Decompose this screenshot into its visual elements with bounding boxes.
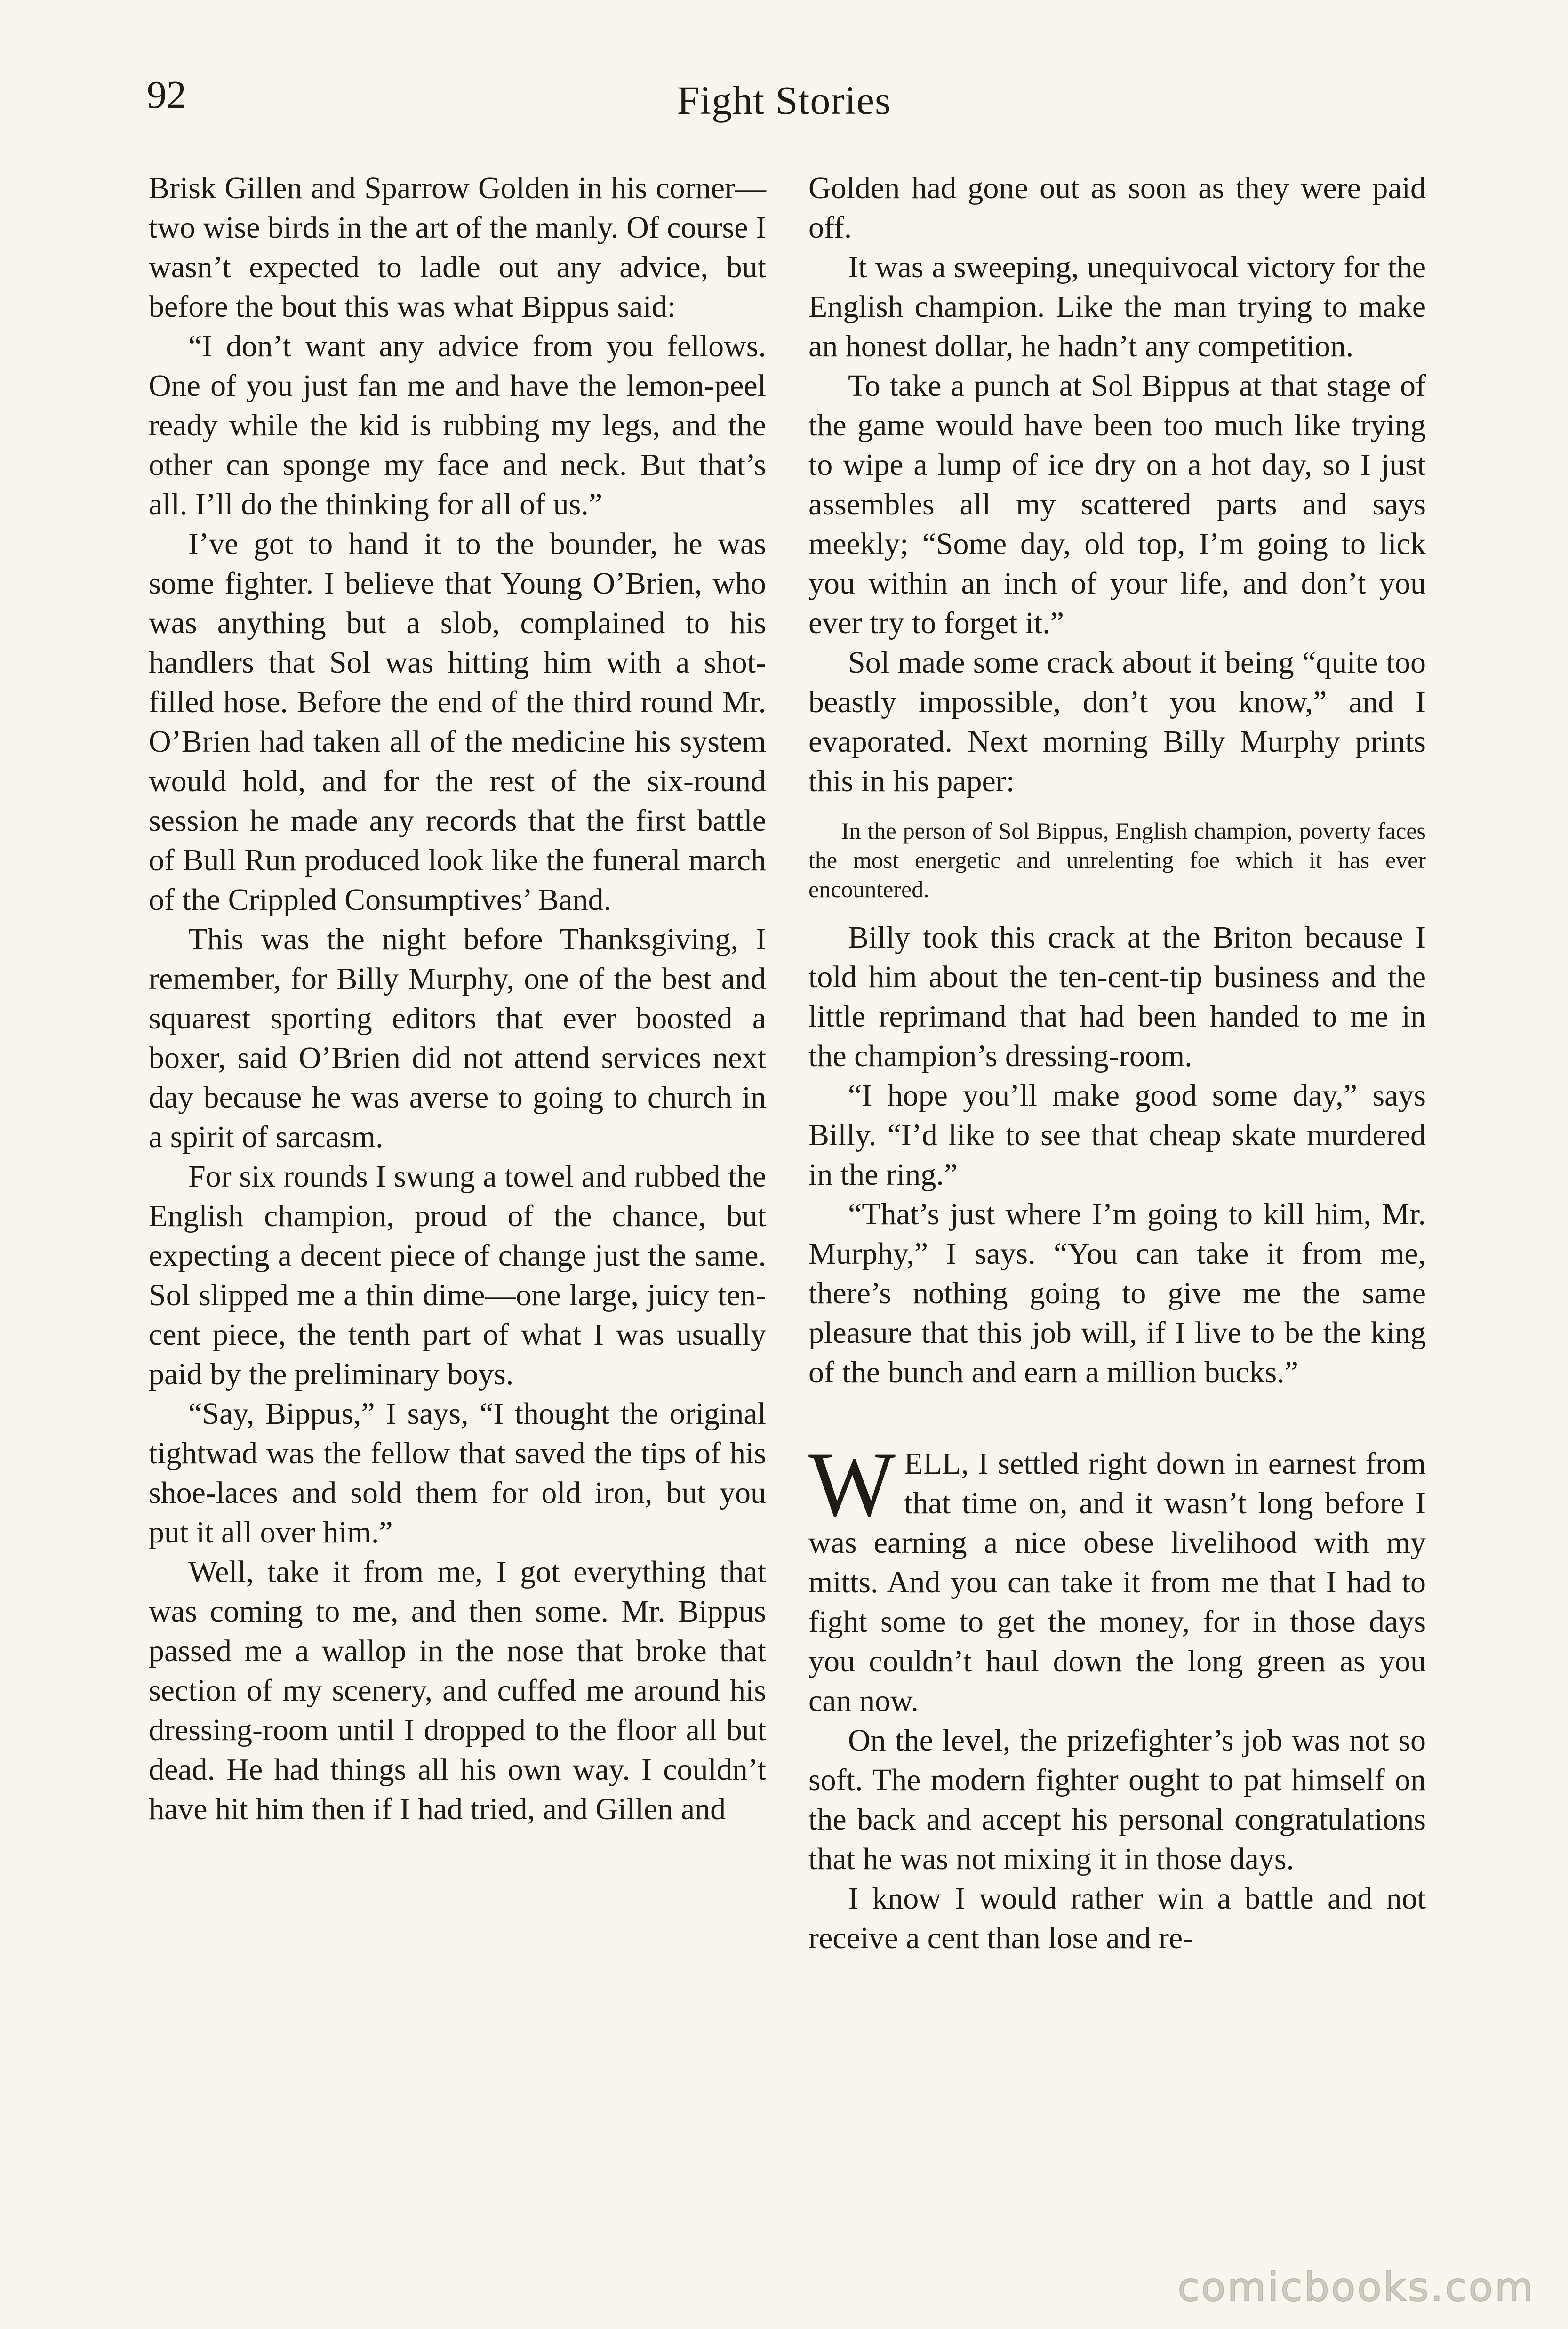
- paragraph: To take a punch at Sol Bippus at that stage of the game would have been too much like trying to wipe a lump of ice dry on a hot day, so I just assembles all my scattered parts and says meekly; “Some day, old top, I’m going to lick you within an inch of your life, and don’t you ever try to forget it.”: [808, 369, 1426, 640]
- section-opening-paragraph: [808, 1433, 1426, 1721]
- quote-text: In the person of Sol Bippus, English champion, poverty faces the most energetic and unrelenting foe which it has ever encountered.: [808, 818, 1426, 902]
- page-number: 92: [147, 73, 186, 117]
- paragraph: “Say, Bippus,” I says, “I thought the original tightwad was the fellow that saved the tips of his shoe-laces and sold them for old iron, but you put it all over him.”: [149, 1397, 766, 1550]
- running-head-title: Fight Stories: [677, 78, 891, 123]
- paragraph: It was a sweeping, unequivocal victory for the English champion. Like the man trying to make an honest dollar, he hadn’t any competition.: [808, 250, 1426, 363]
- paragraph: Sol made some crack about it being “quite too beastly impossible, don’t you know,” and I evaporated. Next morning Billy Murphy prints this in his paper:: [808, 645, 1426, 798]
- section-opening-text: ELL, I settled right down in earnest from that time on, and it wasn’t long before I was earning a nice obese livelihood with my mitts. And you can take it from me that I had to fight some to get the money, for in those days you couldn’t haul down the long green as you can now.: [808, 1446, 1426, 1718]
- newspaper-quote: [808, 816, 1426, 904]
- paragraph: “That’s just where I’m going to kill him, Mr. Murphy,” I says. “You can take it from me, there’s nothing going to give me the same pleasure that this job will, if I live to be the king of the bunch and earn a million bucks.”: [808, 1197, 1426, 1389]
- watermark-logo: comicbooks.com: [1177, 2264, 1535, 2310]
- paragraph: Well, take it from me, I got everything that was coming to me, and then some. Mr. Bippus passed me a wallop in the nose that broke that section of my scenery, and cuffed me around his dressing-room until I dropped to the floor all but dead. He had things all his own way. I couldn’t have hit him then if I had tried, and Gillen and: [149, 1555, 766, 1826]
- paragraph: For six rounds I swung a towel and rubbed the English champion, proud of the chance, but expecting a decent piece of change just the same. Sol slipped me a thin dime—one large, juicy ten-cent piece, the tenth part of what I was usually paid by the preliminary boys.: [149, 1159, 766, 1391]
- drop-cap: W: [808, 1433, 896, 1535]
- paragraph: Brisk Gillen and Sparrow Golden in his corner—two wise birds in the art of the manly. Of course I wasn’t expected to ladle out any advice, but before the bout this was what Bippus said:: [149, 171, 766, 324]
- paragraph: I know I would rather win a battle and not receive a cent than lose and re-: [808, 1881, 1426, 1955]
- left-column: [149, 169, 766, 1829]
- paragraph: On the level, the prizefighter’s job was not so soft. The modern fighter ought to pat himself on the back and accept his personal congratulations that he was not mixing it in those days.: [808, 1723, 1426, 1876]
- right-column: [808, 169, 1426, 1958]
- paragraph: Billy took this crack at the Briton because I told him about the ten-cent-tip business and the little reprimand that had been handed to me in the champion’s dressing-room.: [808, 920, 1426, 1073]
- paragraph: This was the night before Thanksgiving, I remember, for Billy Murphy, one of the best and squarest sporting editors that ever boosted a boxer, said O’Brien did not attend services next day because he was averse to going to church in a spirit of sarcasm.: [149, 922, 766, 1154]
- paragraph: I’ve got to hand it to the bounder, he was some fighter. I believe that Young O’Brien, who was anything but a slob, complained to his handlers that Sol was hitting him with a shot-filled hose. Before the end of the third round Mr. O’Brien had taken all of the medicine his system would hold, and for the rest of the six-round session he made any records that the first battle of Bull Run produced look like the funeral march of the Crippled Consumptives’ Band.: [149, 527, 766, 917]
- paragraph: “I don’t want any advice from you fellows. One of you just fan me and have the lemon-peel ready while the kid is rubbing my legs, and the other can sponge my face and neck. But that’s all. I’ll do the thinking for all of us.”: [149, 329, 766, 522]
- paragraph: Golden had gone out as soon as they were paid off.: [808, 171, 1426, 245]
- paragraph: “I hope you’ll make good some day,” says Billy. “I’d like to see that cheap skate murdered in the ring.”: [808, 1078, 1426, 1192]
